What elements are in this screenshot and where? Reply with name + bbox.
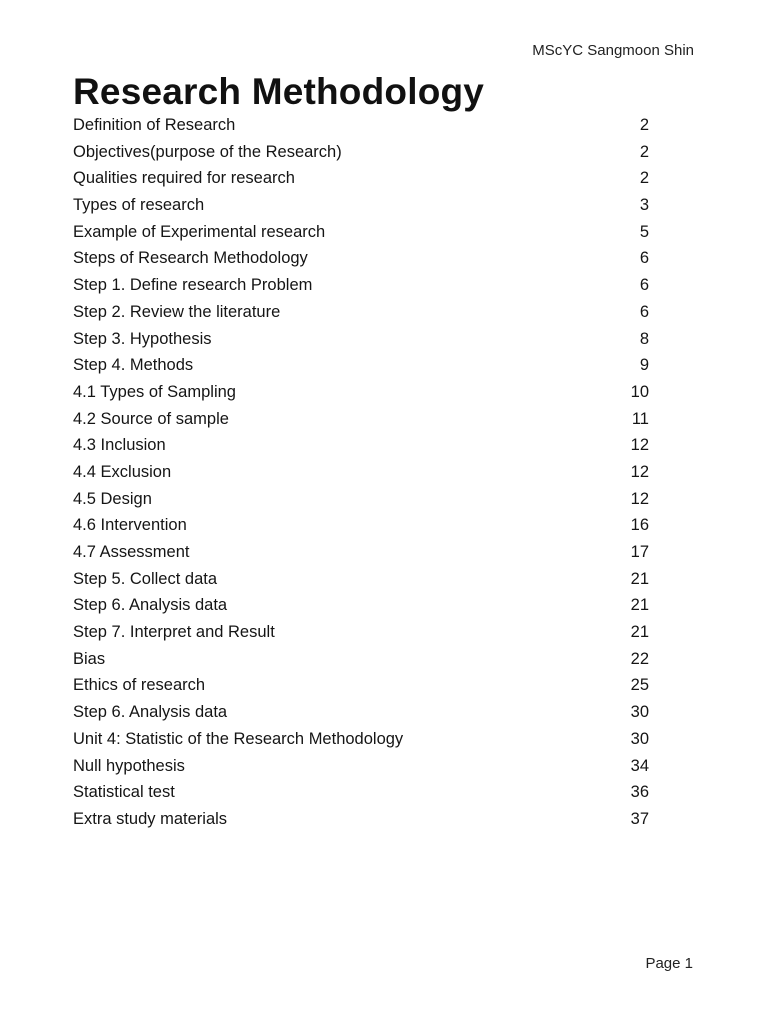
toc-entry	[73, 379, 649, 406]
author-header: MScYC Sangmoon Shin	[532, 42, 694, 59]
toc-entry-page: 6	[639, 249, 649, 268]
toc-entry-page: 6	[639, 276, 649, 295]
toc-entry	[73, 245, 649, 272]
toc-entry-label: Bias	[73, 649, 106, 668]
toc-entry-label: Ethics of research	[73, 676, 206, 695]
toc-entry-page: 16	[630, 516, 649, 535]
toc-entry-page: 36	[630, 783, 649, 802]
toc-entry-page: 12	[630, 489, 649, 508]
toc-entry-page: 21	[630, 623, 649, 642]
toc-entry-page: 25	[630, 676, 649, 695]
toc-entry-label: 4.7 Assessment	[73, 543, 190, 561]
toc-entry	[73, 779, 649, 806]
toc-entry	[73, 753, 649, 780]
toc-entry-label: Unit 4: Statistic of the Research Methodology	[73, 729, 404, 748]
toc-entry-page: 2	[639, 169, 649, 188]
toc-entry-label: 4.2 Source of sample	[73, 409, 229, 428]
toc-entry-page: 17	[630, 543, 649, 561]
toc-entry-page: 22	[630, 649, 649, 668]
toc-entry-page: 9	[639, 356, 649, 375]
toc-entry-page: 6	[639, 302, 649, 321]
toc-entry-label: 4.6 Intervention	[73, 516, 187, 535]
toc-entry	[73, 592, 649, 619]
toc-entry	[73, 272, 649, 299]
toc-entry-page: 2	[639, 142, 649, 161]
toc-entry	[73, 432, 649, 459]
toc-entry-label: 4.4 Exclusion	[73, 462, 172, 481]
toc-entry	[73, 806, 649, 833]
toc-entry-page: 10	[630, 382, 649, 401]
toc-entry	[73, 299, 649, 326]
toc-entry-page: 2	[639, 116, 649, 134]
toc-entry-label: 4.3 Inclusion	[73, 436, 166, 455]
toc-entry-page: 30	[630, 729, 649, 748]
toc-entry	[73, 406, 649, 433]
toc-entry-label: Qualities required for research	[73, 169, 295, 188]
toc-entry-page: 21	[630, 569, 649, 588]
toc-entry-page: 12	[630, 462, 649, 481]
toc-entry	[73, 139, 649, 166]
toc-entry-label: Extra study materials	[73, 809, 228, 828]
toc-entry-label: 4.5 Design	[73, 489, 152, 508]
table-of-contents	[73, 112, 649, 833]
toc-entry-label: Step 6. Analysis data	[73, 703, 228, 722]
toc-entry-page: 5	[639, 222, 649, 241]
toc-entry-label: Definition of Research	[73, 116, 236, 134]
toc-entry	[73, 619, 649, 646]
toc-entry-page: 3	[639, 196, 649, 215]
toc-entry-label: Step 4. Methods	[73, 356, 194, 375]
toc-entry-label: Step 1. Define research Problem	[73, 276, 313, 295]
toc-entry-page: 34	[630, 756, 649, 775]
toc-entry	[73, 672, 649, 699]
toc-entry	[73, 726, 649, 753]
toc-entry	[73, 219, 649, 246]
toc-entry-label: Step 5. Collect data	[73, 569, 218, 588]
toc-entry	[73, 112, 649, 139]
toc-entry	[73, 512, 649, 539]
toc-entry	[73, 486, 649, 513]
toc-entry-page: 12	[630, 436, 649, 455]
toc-entry-page: 8	[639, 329, 649, 348]
toc-entry-page: 21	[630, 596, 649, 615]
page-number-footer: Page 1	[645, 955, 693, 972]
toc-entry	[73, 165, 649, 192]
toc-entry	[73, 326, 649, 353]
toc-entry	[73, 192, 649, 219]
toc-entry-label: Step 7. Interpret and Result	[73, 623, 275, 642]
toc-entry	[73, 459, 649, 486]
toc-entry-page: 37	[630, 809, 649, 828]
toc-entry-label: Step 2. Review the literature	[73, 302, 281, 321]
toc-entry-label: Objectives(purpose of the Research)	[73, 142, 342, 161]
toc-entry-label: Step 3. Hypothesis	[73, 329, 212, 348]
toc-entry-label: Steps of Research Methodology	[73, 249, 308, 268]
toc-entry-label: Types of research	[73, 196, 205, 215]
toc-entry	[73, 699, 649, 726]
toc-entry-label: Example of Experimental research	[73, 222, 326, 241]
toc-entry	[73, 566, 649, 593]
toc-entry	[73, 539, 649, 566]
toc-entry-label: Null hypothesis	[73, 756, 185, 775]
toc-entry	[73, 646, 649, 673]
toc-entry-page: 30	[630, 703, 649, 722]
page-title: Research Methodology	[73, 71, 485, 112]
toc-entry-label: Step 6. Analysis data	[73, 596, 228, 615]
toc-entry-page: 11	[631, 409, 649, 428]
toc-entry	[73, 352, 649, 379]
toc-entry-label: Statistical test	[73, 783, 175, 802]
toc-entry-label: 4.1 Types of Sampling	[73, 382, 236, 401]
